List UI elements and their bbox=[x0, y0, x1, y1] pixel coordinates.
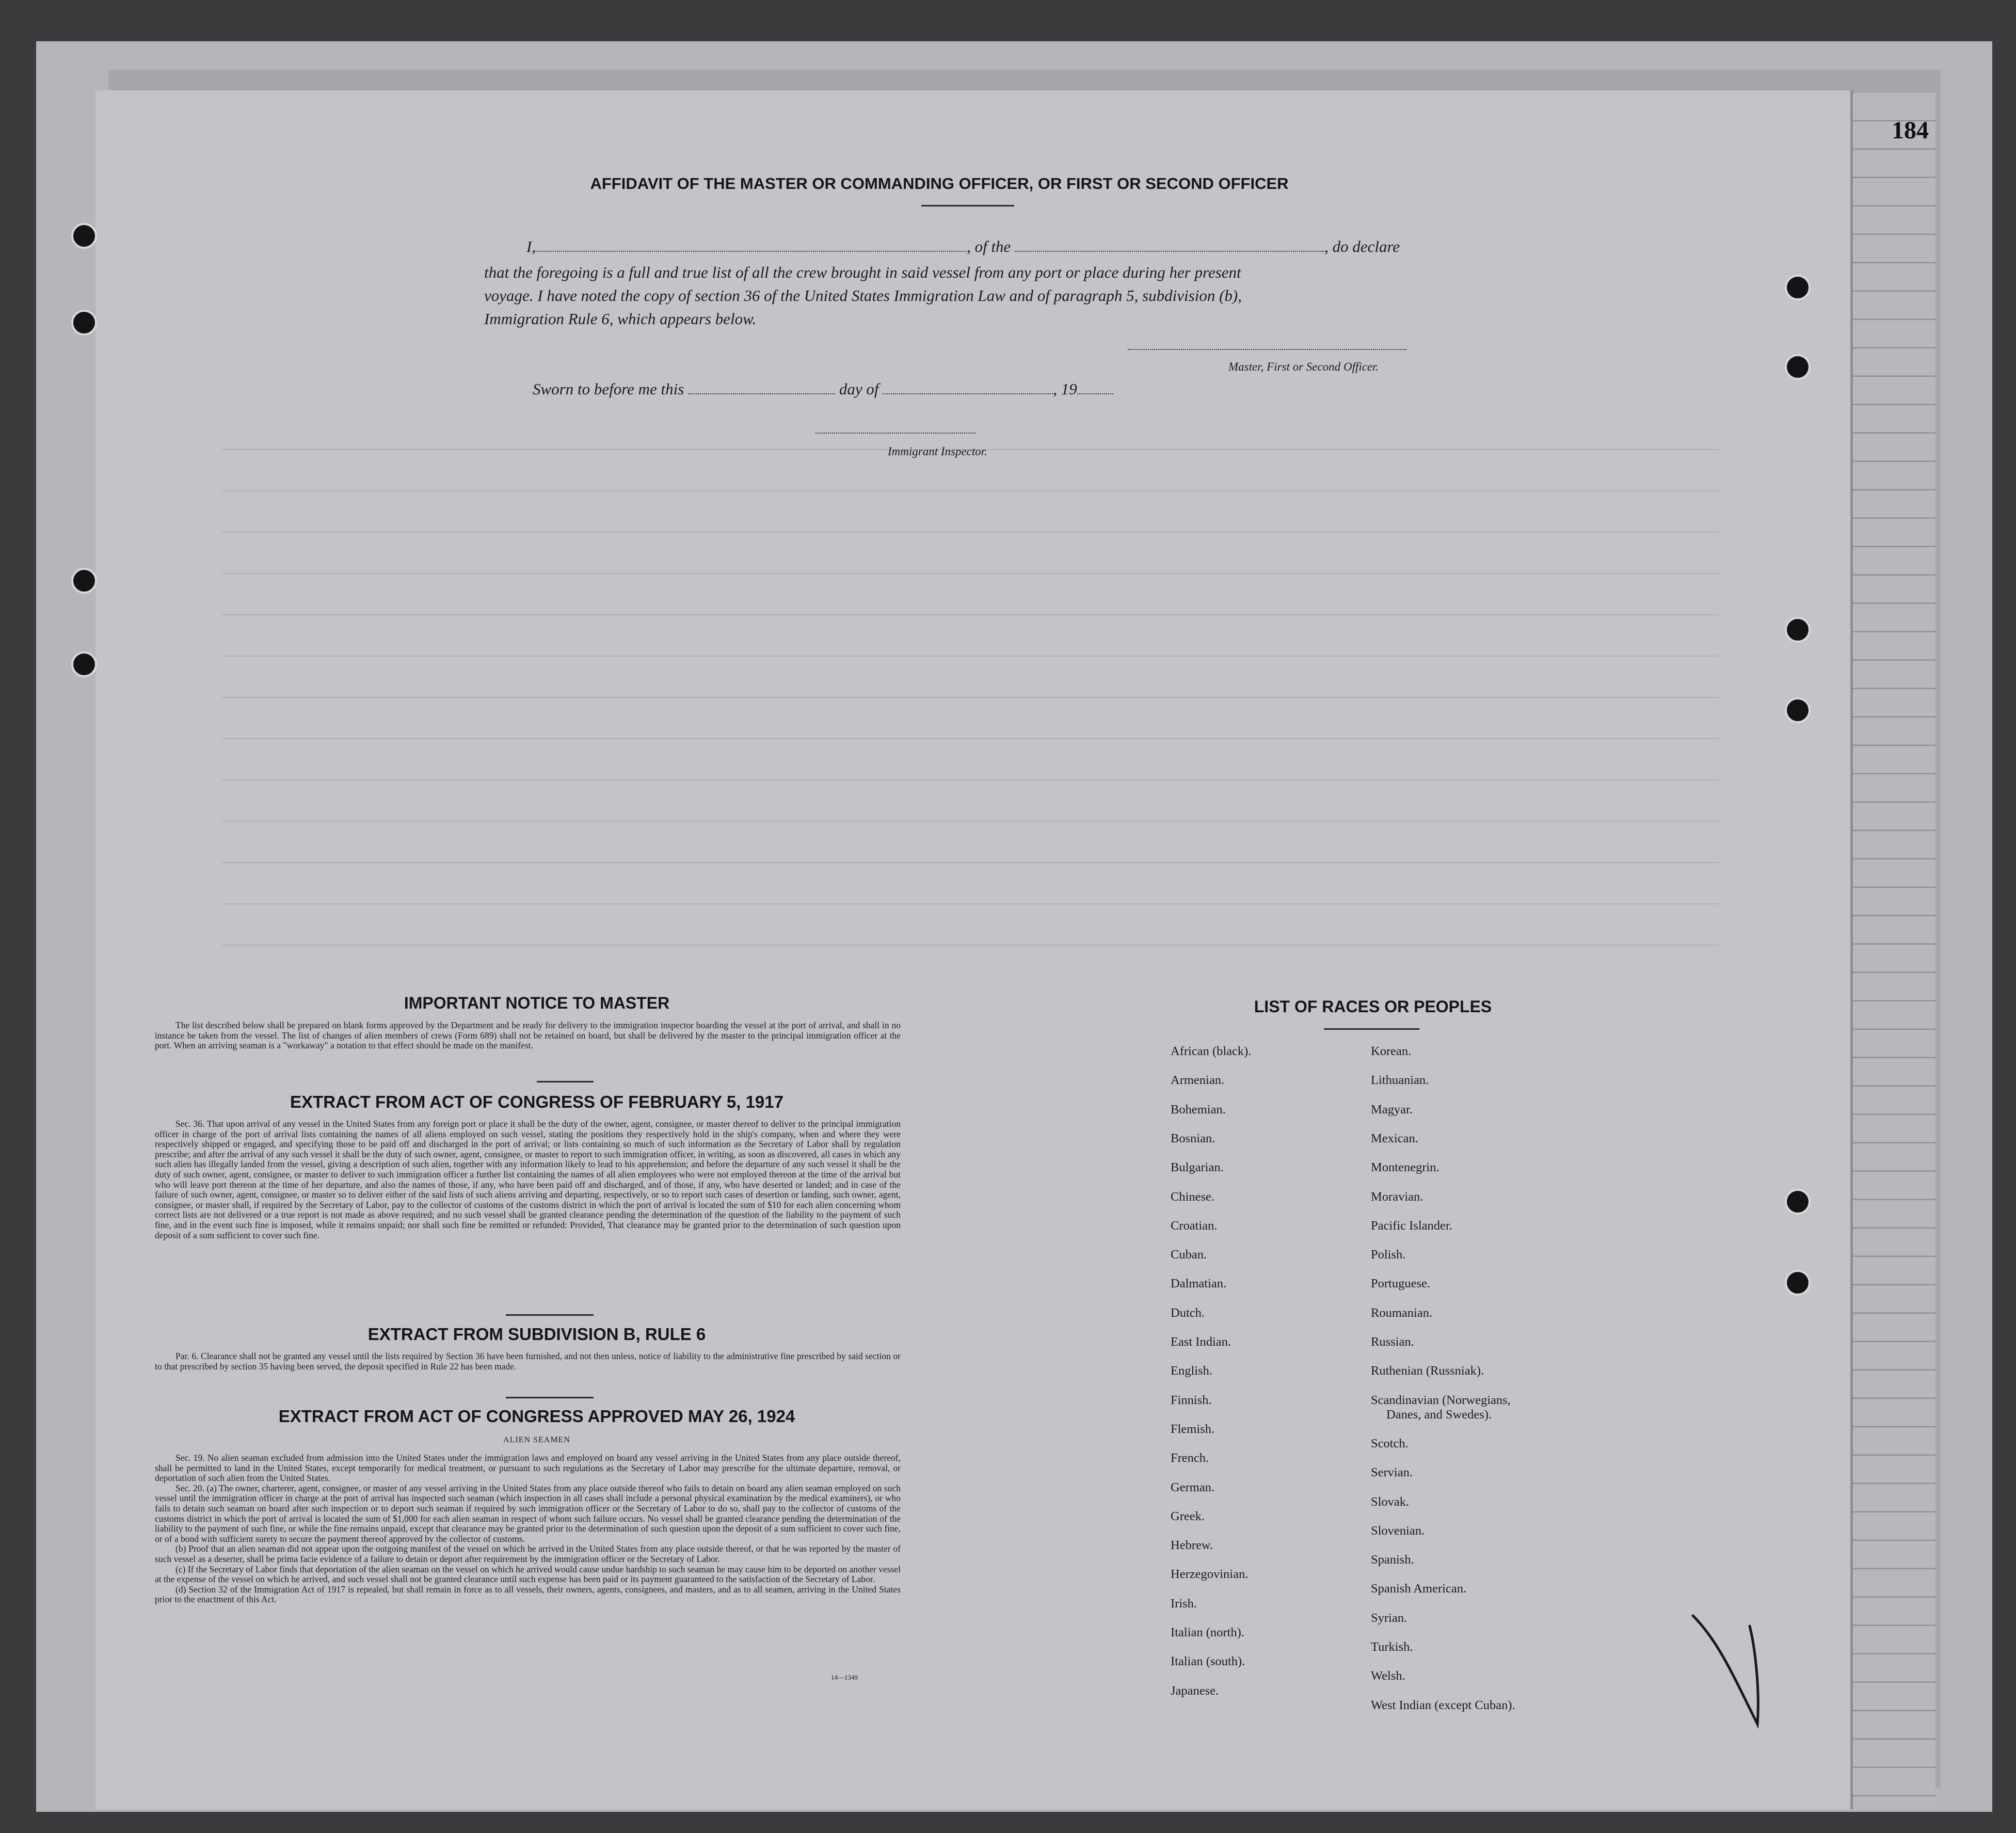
race-item: African (black). bbox=[1171, 1044, 1252, 1058]
year-prefix: , 19 bbox=[1053, 380, 1077, 398]
sworn-label: Sworn to before me this bbox=[533, 380, 684, 398]
bleed-through-row bbox=[222, 821, 1719, 822]
race-item: Ruthenian (Russniak). bbox=[1371, 1364, 1484, 1378]
race-item: Greek. bbox=[1171, 1509, 1205, 1523]
race-item: Cuban. bbox=[1171, 1248, 1207, 1262]
race-item: Croatian. bbox=[1171, 1218, 1218, 1233]
race-item: Montenegrin. bbox=[1371, 1160, 1439, 1175]
bleed-through-row bbox=[222, 573, 1719, 574]
sec-20d-paragraph: (d) Section 32 of the Immigration Act of 1917 is repealed, but shall remain in force as to all vessels, their owners, agents, consignees, and masters, and as to all seamen, arriving in the United States prior to the enactment of this Act. bbox=[155, 1584, 901, 1605]
race-item: Portuguese. bbox=[1371, 1277, 1430, 1291]
vessel-blank[interactable] bbox=[1015, 251, 1324, 252]
race-item: Moravian. bbox=[1371, 1189, 1423, 1204]
race-item: Japanese. bbox=[1171, 1683, 1219, 1698]
handwritten-check-mark bbox=[1688, 1605, 1781, 1734]
race-item: Polish. bbox=[1371, 1248, 1406, 1262]
affidavit-line-1 bbox=[526, 237, 1400, 256]
bleed-through-row bbox=[222, 656, 1719, 657]
punch-hole bbox=[71, 223, 97, 249]
punch-hole bbox=[1785, 1270, 1811, 1296]
inspector-signature-blank[interactable] bbox=[815, 433, 975, 434]
race-item: Magyar. bbox=[1371, 1102, 1413, 1117]
race-item: Lithuanian. bbox=[1371, 1073, 1429, 1088]
race-item: Welsh. bbox=[1371, 1669, 1405, 1683]
race-item: Syrian. bbox=[1371, 1611, 1407, 1625]
extract-rule6-title: EXTRACT FROM SUBDIVISION B, RULE 6 bbox=[367, 1325, 706, 1344]
race-item: Finnish. bbox=[1171, 1393, 1212, 1407]
bleed-through-row bbox=[222, 532, 1719, 533]
race-item: Irish. bbox=[1171, 1596, 1197, 1611]
sworn-line bbox=[533, 380, 1113, 399]
section-rule bbox=[506, 1397, 594, 1398]
punch-hole bbox=[1785, 1189, 1811, 1215]
race-item: Pacific Islander. bbox=[1371, 1218, 1452, 1233]
underlying-page-edge bbox=[1853, 93, 1935, 1807]
race-item: Spanish American. bbox=[1371, 1582, 1467, 1596]
do-declare-label: , do declare bbox=[1324, 237, 1400, 256]
bleed-through-row bbox=[222, 697, 1719, 698]
year-blank[interactable] bbox=[1077, 393, 1113, 394]
race-item: French. bbox=[1171, 1451, 1209, 1465]
inspector-label: Immigrant Inspector. bbox=[888, 445, 987, 458]
race-item: Scotch. bbox=[1371, 1436, 1409, 1451]
punch-hole bbox=[1785, 697, 1811, 723]
race-item: Dutch. bbox=[1171, 1305, 1205, 1320]
notice-title: IMPORTANT NOTICE TO MASTER bbox=[404, 994, 670, 1012]
race-item: Slovenian. bbox=[1371, 1523, 1425, 1538]
race-item: Slovak. bbox=[1371, 1494, 1410, 1509]
race-item: Italian (south). bbox=[1171, 1654, 1245, 1669]
section-rule bbox=[506, 1314, 594, 1316]
extract-1917-title: EXTRACT FROM ACT OF CONGRESS OF FEBRUARY 5, 1917 bbox=[290, 1092, 783, 1111]
par-6-paragraph: Par. 6. Clearance shall not be granted any vessel until the lists required by Section 36 have been furnished, and not then unless, notice of liability to the administrative fine prescribed by said section or to that prescribed by section 35 having been served, the deposit specified in Rule 22 has been made. bbox=[155, 1351, 901, 1372]
bleed-through-row bbox=[222, 862, 1719, 863]
day-of-label: day of bbox=[839, 380, 879, 398]
race-item: East Indian. bbox=[1171, 1335, 1231, 1349]
punch-hole bbox=[71, 568, 97, 594]
bleed-through-row bbox=[222, 738, 1719, 739]
race-item: Danes, and Swedes). bbox=[1386, 1407, 1492, 1422]
notice-body bbox=[155, 1021, 901, 1051]
affidavit-line-4: Immigration Rule 6, which appears below. bbox=[484, 310, 757, 328]
name-blank[interactable] bbox=[536, 251, 967, 252]
race-item: Italian (north). bbox=[1171, 1625, 1244, 1639]
affidavit-line-3: voyage. I have noted the copy of section 36 of the United States Immigration Law and of paragraph 5, subdivision (b), bbox=[484, 286, 1242, 305]
race-item: West Indian (except Cuban). bbox=[1371, 1698, 1515, 1712]
extract-1924-body bbox=[155, 1453, 901, 1605]
race-item: Mexican. bbox=[1371, 1131, 1418, 1145]
bleed-through-row bbox=[222, 614, 1719, 615]
day-blank[interactable] bbox=[688, 393, 835, 394]
sec-19-paragraph: Sec. 19. No alien seaman excluded from admission into the United States under the immigration laws and employed on board any vessel arriving in the United States from any place outside thereof, shall be permitted to land in the United States, except temporarily for medical treatment, or pursuant to such regulations as the Secretary of Labor may prescribe for the ultimate departure, removal, or deportation of such alien from the United States. bbox=[155, 1453, 901, 1484]
race-item: Armenian. bbox=[1171, 1073, 1225, 1088]
race-item: Roumanian. bbox=[1371, 1305, 1433, 1320]
affidavit-title: AFFIDAVIT OF THE MASTER OR COMMANDING OFFICER, OR FIRST OR SECOND OFFICER bbox=[590, 174, 1289, 193]
month-blank[interactable] bbox=[883, 393, 1053, 394]
race-item: Bulgarian. bbox=[1171, 1160, 1224, 1175]
title-rule bbox=[921, 205, 1014, 206]
race-item: Chinese. bbox=[1171, 1189, 1215, 1204]
race-item: Dalmatian. bbox=[1171, 1277, 1227, 1291]
extract-rule6-body bbox=[155, 1351, 901, 1372]
races-title: LIST OF RACES OR PEOPLES bbox=[1254, 997, 1492, 1016]
punch-hole bbox=[71, 310, 97, 336]
form-code: 14—1349 bbox=[831, 1673, 858, 1681]
race-item: German. bbox=[1171, 1480, 1215, 1494]
race-item: Herzegovinian. bbox=[1171, 1567, 1249, 1582]
master-signature-blank[interactable] bbox=[1128, 349, 1406, 350]
sec-36-paragraph: Sec. 36. That upon arrival of any vessel in the United States from any foreign port or place it shall be the duty of the owner, agent, consignee, or master thereof to deliver to the principal immigration officer in charge of the port of arrival lists containing the names of all aliens employed on such vessel, stating the positions they respectively hold in the ship's company, when and where they were respectively shipped or engaged, and specifying those to be paid off and discharged in the port of arrival; or lists containing so much of such information as the Secretary of Labor shall by regulation prescribe; and after the arrival of any such vessel it shall be the duty of such owner, agent, consignee, or master to report to such immigration officer, in writing, as soon as discovered, all cases in which any such alien has illegally landed from the vessel, giving a description of such alien, together with any information likely to lead to his apprehension; and before the departure of any such vessel it shall be the duty of such owner, agent, consignee, or master to deliver to such immigration officer a further list containing the names of all alien employees who were not employed thereon at the time of the arrival but who will leave port thereon at the time of her departure, and also the names of those, if any, who have been paid off and discharged, and of those, if any, who have deserted or landed; and in case of the failure of such owner, agent, consignee, or master so to deliver either of the said lists of such aliens arriving and departing, respectively, or so to report such cases of desertion or landing, such owner, agent, consignee, or master shall, if required by the Secretary of Labor, pay to the collector of customs of the customs district in which the port of arrival is located the sum of $10 for each alien concerning whom correct lists are not delivered or a true report is not made as above required; and no such vessel shall be granted clearance pending the determination of the question of the liability to the payment of such fine, and in the event such fine is imposed, while it remains unpaid; nor shall such fine be remitted or refunded: Provided, That clearance may be granted prior to the determination of such question upon deposit of a sum sufficient to cover such fine. bbox=[155, 1119, 901, 1240]
race-item: Scandinavian (Norwegians, bbox=[1371, 1393, 1511, 1407]
race-item: Bohemian. bbox=[1171, 1102, 1226, 1117]
page-number: 184 bbox=[1892, 117, 1929, 144]
bleed-through-row bbox=[222, 945, 1719, 946]
extract-1924-title: EXTRACT FROM ACT OF CONGRESS APPROVED MAY 26, 1924 bbox=[278, 1407, 795, 1426]
sec-20a-paragraph: Sec. 20. (a) The owner, charterer, agent, consignee, or master of any vessel arriving in the United States from any place outside thereof who fails to detain on board any alien seaman employed on such vessel until the immigration officer in charge at the port of arrival has inspected such seaman (which inspection in all cases shall include a personal physical examination by the medical examiners), or who fails to detain such seaman on board after such inspection or to deport such seaman if required by such immigration officer or the Secretary of Labor to do so, shall pay to the collector of customs of the customs district in which the port of arrival is located the sum of $1,000 for each alien seaman in respect of whom such failure occurs. No vessel shall be granted clearance pending the determination of the liability to the payment of such fine, or while the fine remains unpaid, except that clearance may be granted prior to the determination of such question upon the deposit of a sum sufficient to cover such fine, or of a bond with sufficient surety to secure the payment thereof approved by the collector of customs. bbox=[155, 1483, 901, 1544]
race-item: Turkish. bbox=[1371, 1640, 1413, 1654]
bleed-through-row bbox=[222, 903, 1719, 904]
sec-20b-paragraph: (b) Proof that an alien seaman did not appear upon the outgoing manifest of the vessel on which he arrived in the United States from any place outside thereof, or that he was reported by the master of such vessel as a deserter, shall be prima facie evidence of a failure to detain or deport after requirement by the immigration officer or the Secretary of Labor. bbox=[155, 1543, 901, 1564]
affidavit-line-2: that the foregoing is a full and true list of all the crew brought in said vessel from any port or place during her present bbox=[484, 263, 1241, 281]
race-item: Hebrew. bbox=[1171, 1538, 1213, 1553]
punch-hole bbox=[71, 651, 97, 677]
race-item: Korean. bbox=[1371, 1044, 1412, 1058]
bleed-through-row bbox=[222, 779, 1719, 780]
punch-hole bbox=[1785, 275, 1811, 300]
of-the-label: , of the bbox=[967, 237, 1011, 256]
sec-20c-paragraph: (c) If the Secretary of Labor finds that deportation of the alien seaman on the vessel on which he arrived would cause undue hardship to such seaman he may cause him to be deported on another vessel at the expense of the vessel on which he arrived, and such vessel shall not be granted clearance until such expense has been paid or its payment guaranteed to the satisfaction of the Secretary of Labor. bbox=[155, 1564, 901, 1585]
extract-1917-body bbox=[155, 1119, 901, 1240]
section-rule bbox=[537, 1081, 594, 1082]
race-item: Russian. bbox=[1371, 1335, 1414, 1349]
race-item: Spanish. bbox=[1371, 1553, 1414, 1567]
punch-hole bbox=[1785, 354, 1811, 380]
race-item: Servian. bbox=[1371, 1465, 1413, 1480]
i-label: I, bbox=[526, 237, 536, 256]
notice-paragraph: The list described below shall be prepared on blank forms approved by the Department and be ready for delivery to the immigration inspector boarding the vessel at the port of arrival, and shall in no instance be taken from the vessel. The list of changes of alien members of crews (Form 689) shall not be retained on board, but shall be delivered by the master to the principal immigration officer at the port. When an arriving seaman is a "workaway" a notation to that effect should be made on the manifest. bbox=[155, 1020, 901, 1051]
bleed-through-row bbox=[222, 490, 1719, 491]
races-rule bbox=[1324, 1028, 1419, 1030]
race-item: Bosnian. bbox=[1171, 1131, 1215, 1145]
alien-seamen-subtitle: ALIEN SEAMEN bbox=[503, 1436, 570, 1444]
race-item: Flemish. bbox=[1171, 1422, 1215, 1436]
master-signature-label: Master, First or Second Officer. bbox=[1228, 360, 1379, 373]
race-item: English. bbox=[1171, 1364, 1212, 1378]
punch-hole bbox=[1785, 617, 1811, 643]
